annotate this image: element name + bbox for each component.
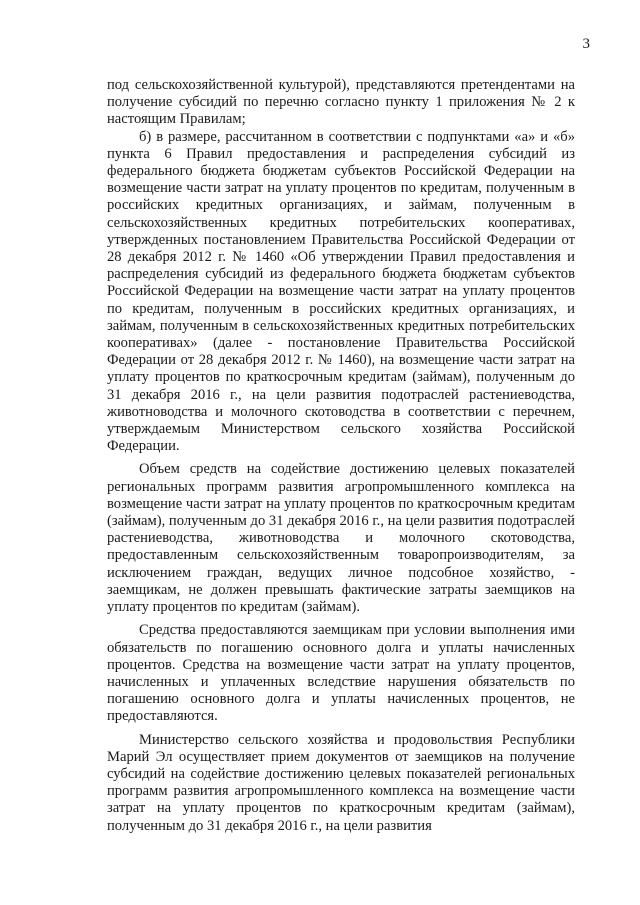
page-number: 3 [582, 36, 590, 52]
document-body [107, 77, 575, 835]
paragraph-funding-volume: Объем средств на содействие достижению целевых показателей региональных программ развития агропромышленного комплекса на возмещение части затрат на уплату процентов по краткосрочным кредитам (займам), полученным до 31 декабря 2016 г., на цели развития подотраслей растениеводства, животноводства и молочного скотоводства, предоставленным сельскохозяйственным товаропроизводителям, за исключением граждан, ведущих личное подсобное хозяйство, - заемщикам, не должен превышать фактические затраты заемщиков на уплату процентов по кредитам (займам). [107, 461, 575, 616]
paragraph-continuation: под сельскохозяйственной культурой), представляются претендентами на получение субсидий по перечню согласно пункту 1 приложения № 2 к настоящим Правилам; [107, 77, 575, 128]
paragraph-ministry-intake: Министерство сельского хозяйства и продовольствия Республики Марий Эл осуществляет прием документов от заемщиков на получение субсидий на содействие достижению целевых показателей региональных программ развития агропромышленного комплекса на возмещение части затрат на уплату процентов по краткосрочным кредитам (займам), полученным до 31 декабря 2016 г., на цели развития [107, 731, 575, 834]
paragraph-funding-conditions: Средства предоставляются заемщикам при условии выполнения ими обязательств по погашению основного долга и уплаты начисленных процентов. Средства на возмещение части затрат на уплату процентов, начисленных и уплаченных вследствие нарушения обязательств по погашению основного долга и уплаты начисленных процентов, не предоставляются. [107, 622, 575, 725]
paragraph-subitem-b: б) в размере, рассчитанном в соответствии с подпунктами «а» и «б» пункта 6 Правил предоставления и распределения субсидий из федерального бюджета бюджетам субъектов Российской Федерации на возмещение части затрат на уплату процентов по кредитам, полученным в российских кредитных организациях, и займам, полученным в сельскохозяйственных кредитных потребительских кооперативах, утвержденных постановлением Правительства Российской Федерации от 28 декабря 2012 г. № 1460 «Об утверждении Правил предоставления и распределения субсидий из федерального бюджета бюджетам субъектов Российской Федерации на возмещение части затрат на уплату процентов по кредитам, полученным в российских кредитных организациях, и займам, полученным в сельскохозяйственных кредитных потребительских кооперативах» (далее - постановление Правительства Российской Федерации от 28 декабря 2012 г. № 1460), на возмещение части затрат на уплату процентов по краткосрочным кредитам (займам), полученным до 31 декабря 2016 г., на цели развития подотраслей растениеводства, животноводства и молочного скотоводства в соответствии с перечнем, утверждаемым Министерством сельского хозяйства Российской Федерации. [107, 128, 575, 455]
